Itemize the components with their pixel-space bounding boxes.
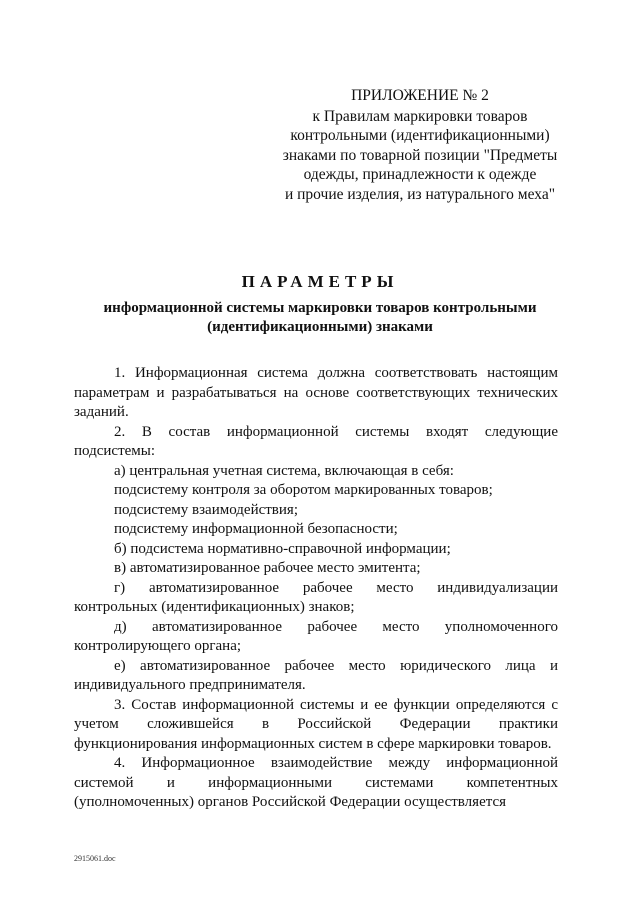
annex-line: одежды, принадлежности к одежде — [303, 166, 537, 183]
annex-header — [260, 86, 580, 204]
subtitle-line: (идентификационными) знаками — [207, 318, 433, 335]
annex-line: контрольными (идентификационными) — [290, 127, 550, 144]
document-body — [74, 364, 558, 813]
document-title: ПАРАМЕТРЫ — [241, 272, 399, 291]
file-name-footer: 2915061.doc — [74, 854, 116, 863]
subtitle-line: информационной системы маркировки товаров контрольными — [103, 300, 537, 316]
list-item: подсистему взаимодействия; — [114, 501, 298, 518]
paragraph-1: 1. Информационная система должна соответствовать настоящим параметрам и разрабатываться на основе соответствующих технических заданий. — [74, 365, 558, 420]
paragraph-3: 3. Состав информационной системы и ее функции определяются с учетом сложившейся в Российской Федерации практики функционирования информационных систем в сфере маркировки товаров. — [74, 696, 558, 752]
document-subtitle — [70, 299, 570, 336]
list-item: д) автоматизированное рабочее место уполномоченного контролирующего органа; — [74, 618, 558, 654]
list-item: в) автоматизированное рабочее место эмитента; — [114, 560, 421, 576]
list-item: г) автоматизированное рабочее место индивидуализации контрольных (идентификационных) знаков; — [74, 579, 558, 615]
annex-line: к Правилам маркировки товаров — [312, 107, 528, 125]
annex-line: знаками по товарной позиции "Предметы — [282, 146, 558, 164]
paragraph-4: 4. Информационное взаимодействие между информационной системой и информационными системами компетентных (уполномоченных) органов Российской Федерации осуществляется — [74, 755, 558, 810]
paragraph-2: 2. В состав информационной системы входят следующие подсистемы: — [74, 423, 558, 459]
list-item: подсистему контроля за оборотом маркированных товаров; — [114, 482, 493, 498]
list-item: а) центральная учетная система, включающая в себя: — [114, 462, 454, 479]
annex-title: ПРИЛОЖЕНИЕ № 2 — [351, 87, 489, 104]
list-item: б) подсистема нормативно-справочной информации; — [114, 540, 451, 557]
list-item: е) автоматизированное рабочее место юридического лица и индивидуального предпринимателя. — [74, 657, 558, 693]
list-item: подсистему информационной безопасности; — [114, 521, 398, 537]
annex-line: и прочие изделия, из натурального меха" — [284, 185, 556, 203]
